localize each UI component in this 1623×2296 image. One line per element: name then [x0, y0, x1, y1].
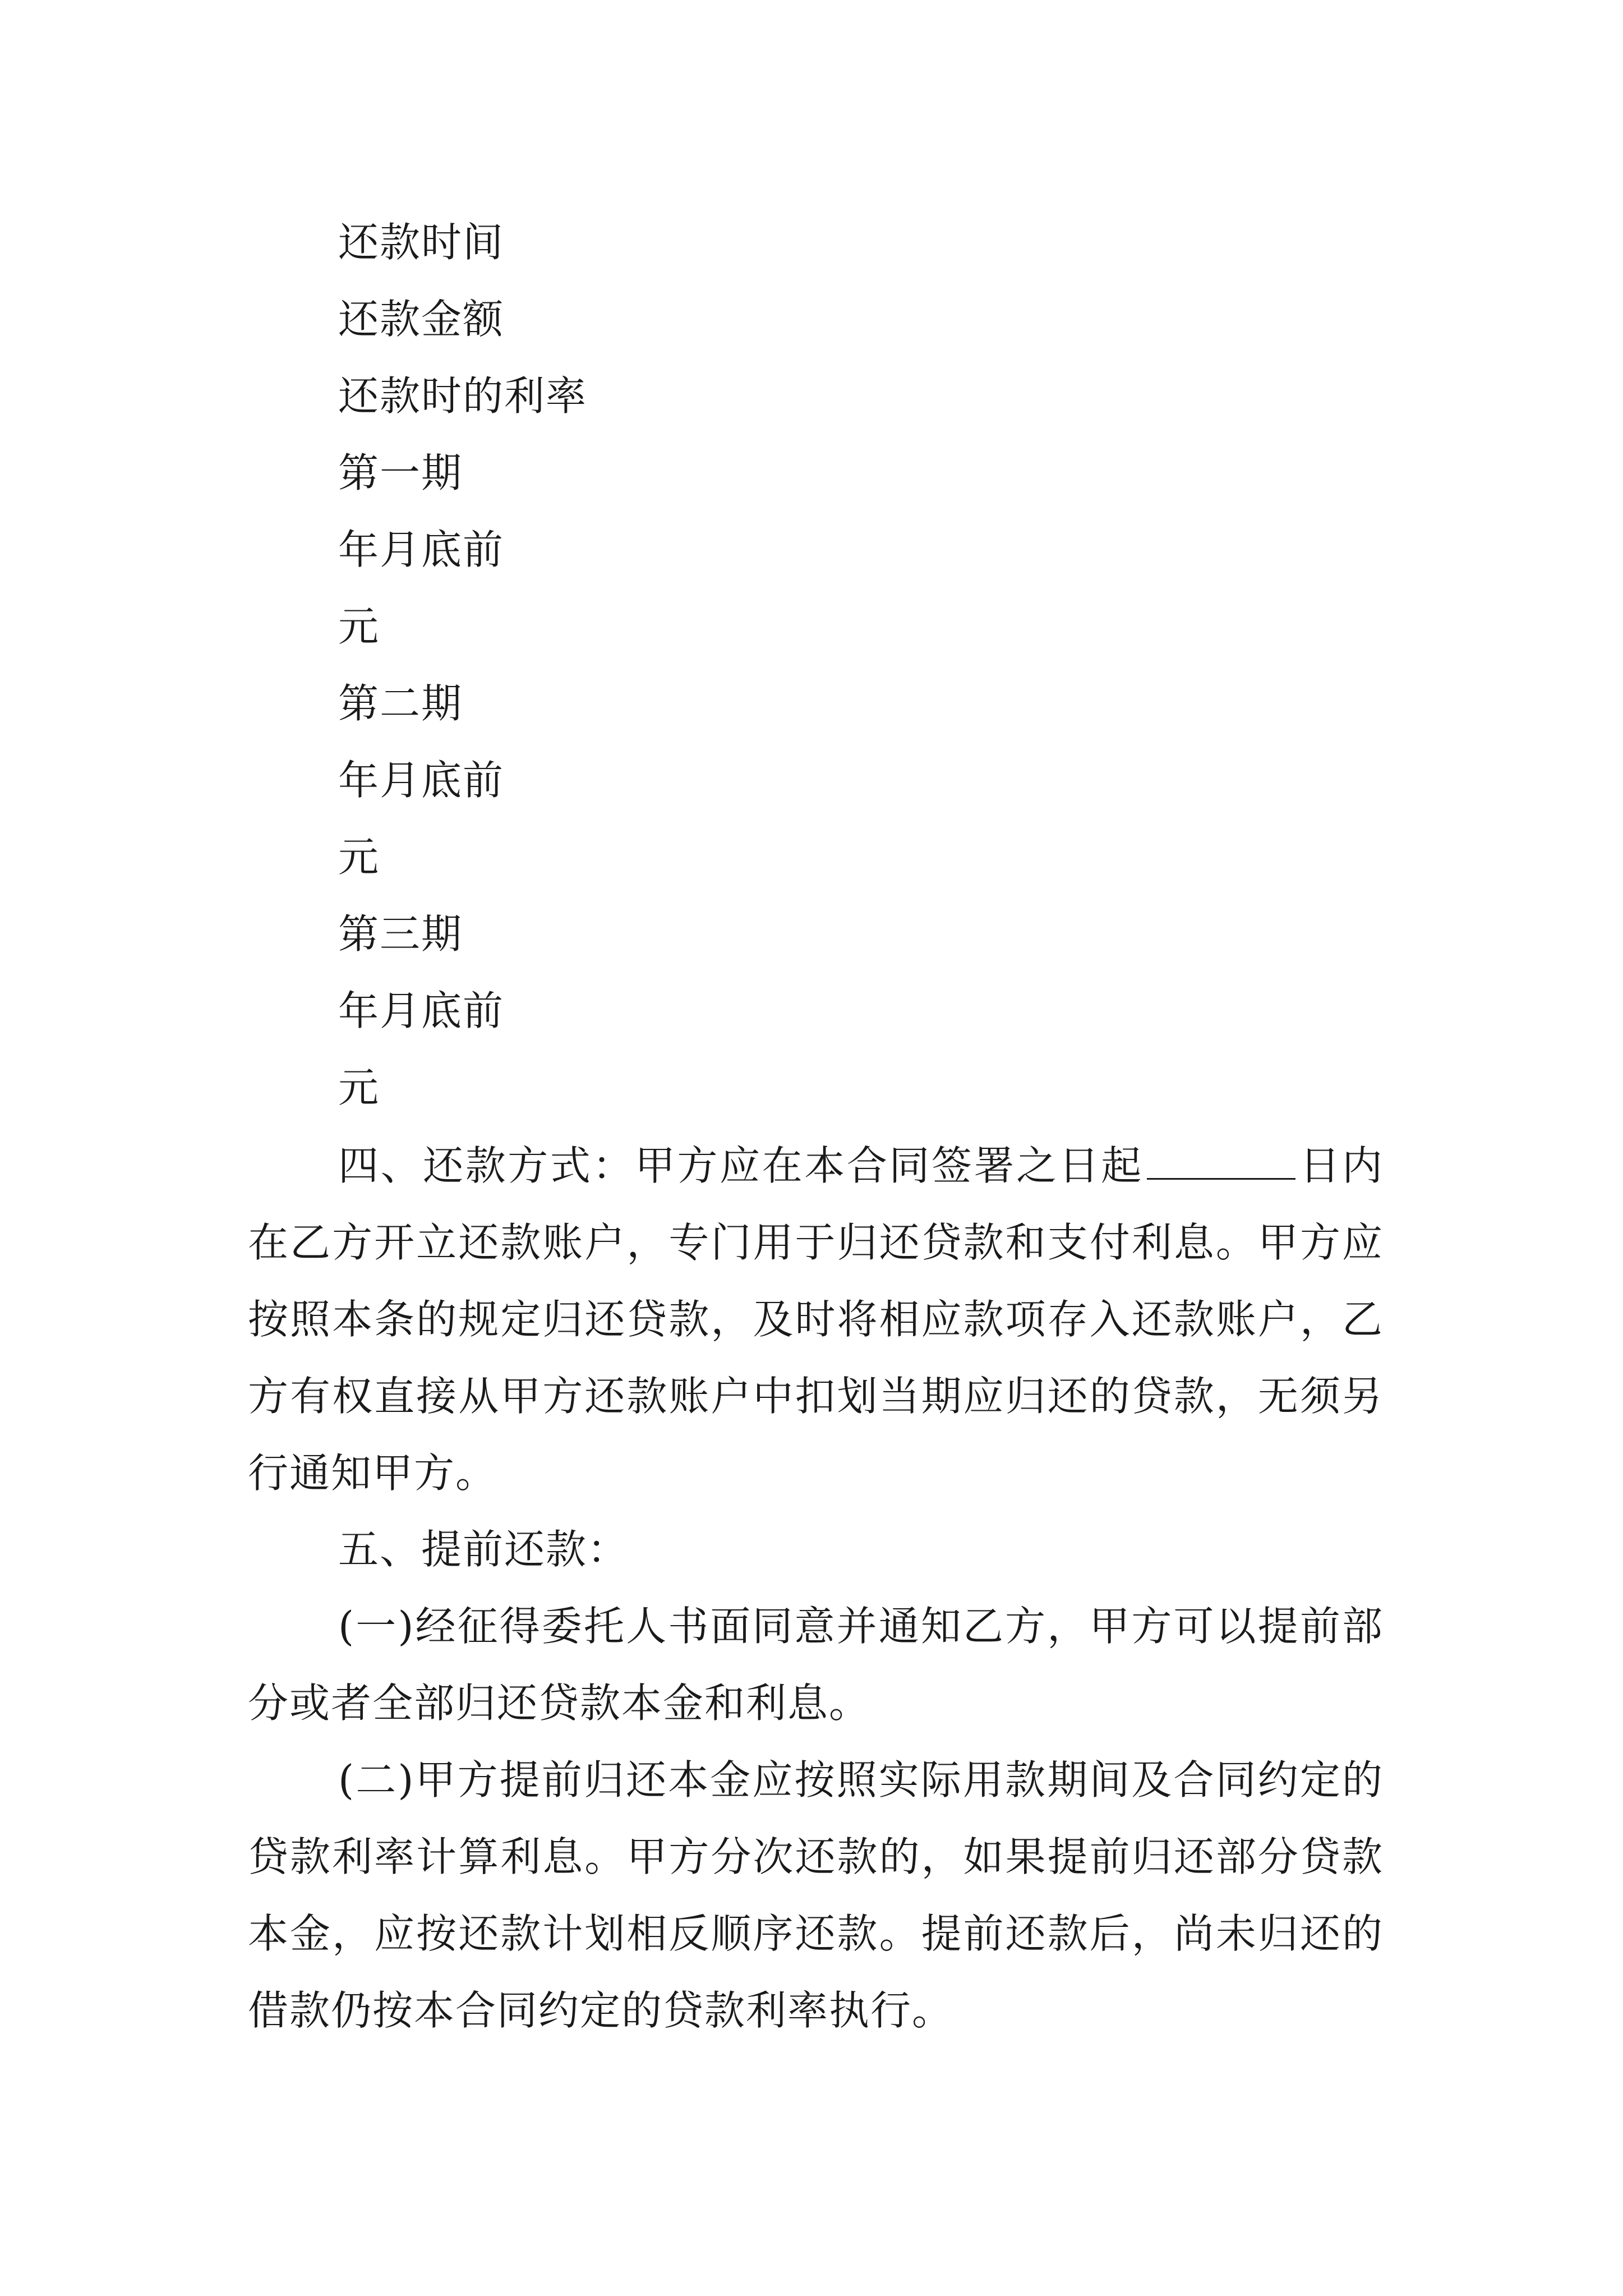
schedule-period2-label: 第二期	[338, 680, 463, 727]
schedule-header-amount: 还款金额	[338, 296, 505, 343]
schedule-period1-date: 年月底前	[338, 526, 505, 573]
schedule-period3-label: 第三期	[338, 910, 463, 958]
clause4-text-after-blank: 日内在乙方开立还款账户，专门用于归还贷款和支付利息。甲方应按照本条的规定归还贷款，及时将相应款项存入还款账户，乙方有权直接从甲方还款账户中扣划当期应归还的贷款，无须另行通知甲方。	[248, 1142, 1384, 1497]
schedule-period1-label: 第一期	[338, 449, 463, 496]
clause5-item1: (一)经征得委托人书面同意并通知乙方，甲方可以提前部分或者全部归还贷款本金和利息。	[248, 1603, 1384, 1727]
schedule-period3-unit: 元	[338, 1064, 380, 1111]
schedule-period2-unit: 元	[338, 834, 380, 881]
fill-in-blank-days	[1147, 1144, 1295, 1180]
clause5-item2: (二)甲方提前归还本金应按照实际用款期间及合同约定的贷款利率计算利息。甲方分次还款的，如果提前归还部分贷款本金，应按还款计划相反顺序还款。提前还款后，尚未归还的借款仍按本合同约定的贷款利率执行。	[248, 1756, 1384, 2034]
schedule-header-time: 还款时间	[338, 219, 505, 266]
schedule-header-rate: 还款时的利率	[338, 372, 588, 420]
schedule-period1-unit: 元	[338, 603, 380, 650]
schedule-period3-date: 年月底前	[338, 987, 505, 1034]
schedule-period2-date: 年月底前	[338, 757, 505, 804]
clause5-heading: 五、提前还款：	[338, 1526, 629, 1573]
clause4-repayment-method	[248, 1128, 1384, 1512]
clause4-text-before-blank: 四、还款方式：甲方应在本合同签署之日起	[338, 1142, 1144, 1189]
